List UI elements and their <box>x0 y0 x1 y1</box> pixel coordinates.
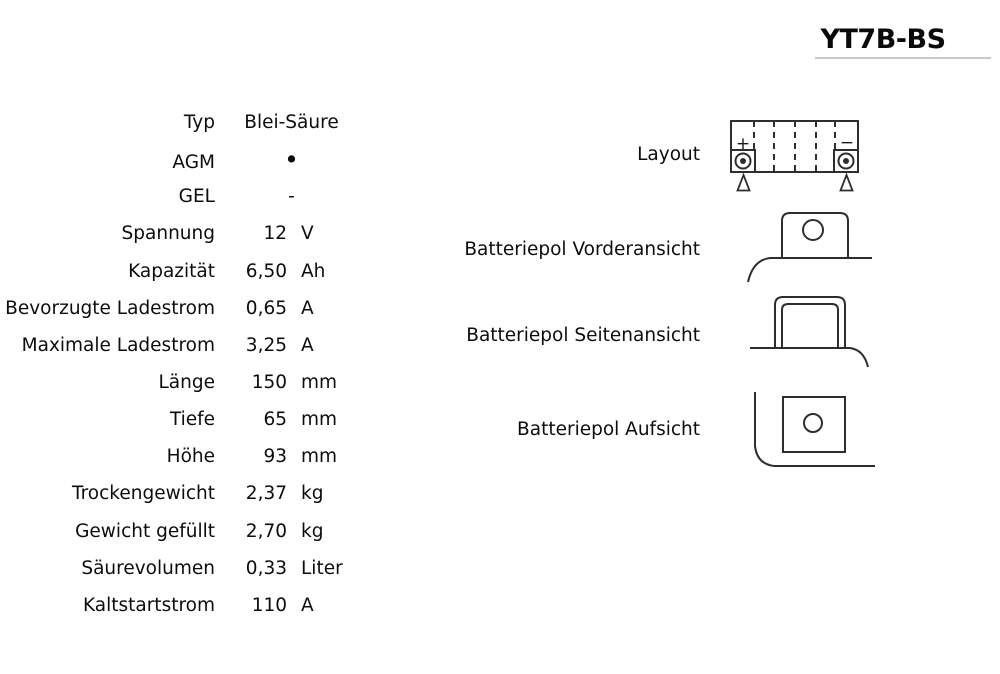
terminal-front-view-label: Batteriepol Vorderansicht <box>464 239 700 260</box>
spec-value: 0,33 <box>245 557 287 579</box>
spec-row-typ <box>0 104 420 141</box>
minus-terminal-dot <box>843 158 849 164</box>
plus-terminal-pointer-icon <box>738 175 750 191</box>
spec-value: 2,70 <box>245 520 287 542</box>
spec-unit: mm <box>301 446 338 468</box>
battery-surface-line <box>750 348 868 367</box>
spec-value: 6,50 <box>245 260 287 282</box>
spec-label: Säurevolumen <box>81 557 215 579</box>
spec-value: 3,25 <box>245 334 287 356</box>
spec-unit: Ah <box>301 260 326 282</box>
layout-label: Layout <box>637 144 700 165</box>
terminal-inner-outline <box>782 304 838 348</box>
spec-label: AGM <box>172 152 215 174</box>
spec-label: Länge <box>158 371 215 393</box>
battery-corner-line <box>755 392 875 466</box>
spec-value: 93 <box>263 446 287 468</box>
spec-row-tiefe <box>0 401 420 438</box>
spec-unit: mm <box>301 409 338 431</box>
spec-row-bevorzugte-ladestrom <box>0 290 420 327</box>
spec-label: Trockengewicht <box>72 483 215 505</box>
battery-layout-icon <box>728 117 864 195</box>
terminal-hole <box>804 414 822 432</box>
title-wrap <box>783 25 983 55</box>
spec-row-kapazit-t <box>0 253 420 290</box>
spec-label: Gewicht gefüllt <box>75 520 215 542</box>
spec-unit: mm <box>301 371 338 393</box>
minus-symbol: − <box>839 133 855 153</box>
spec-value: 0,65 <box>245 297 287 319</box>
terminal-block-outline <box>783 397 845 452</box>
spec-row-h-he <box>0 438 420 475</box>
spec-value: Blei-Säure <box>244 112 339 133</box>
spec-value: 2,37 <box>245 483 287 505</box>
terminal-side-view-label: Batteriepol Seitenansicht <box>466 325 700 346</box>
spec-row-s-urevolumen <box>0 550 420 587</box>
spec-value: • <box>284 145 299 175</box>
spec-row-trockengewicht <box>0 475 420 512</box>
spec-label: Typ <box>183 112 215 133</box>
spec-unit: A <box>301 334 314 356</box>
spec-row-gel <box>0 178 420 215</box>
title-underline <box>815 57 991 59</box>
page-title: YT7B-BS <box>820 24 946 55</box>
spec-unit: kg <box>301 520 324 542</box>
spec-label: Bevorzugte Ladestrom <box>5 297 215 319</box>
spec-value: - <box>288 186 295 208</box>
spec-label: GEL <box>178 186 215 208</box>
spec-value: 110 <box>251 594 287 616</box>
spec-unit: kg <box>301 483 324 505</box>
spec-unit: A <box>301 297 314 319</box>
spec-unit: A <box>301 594 314 616</box>
terminal-hole <box>803 220 823 240</box>
terminal-side-view-icon <box>745 293 885 373</box>
plus-terminal-dot <box>740 158 746 164</box>
minus-terminal-pointer-icon <box>841 175 853 191</box>
spec-value: 150 <box>251 371 287 393</box>
spec-row-maximale-ladestrom <box>0 327 420 364</box>
spec-unit: Liter <box>301 557 343 579</box>
terminal-front-view-icon <box>740 210 880 288</box>
terminal-top-view-label: Batteriepol Aufsicht <box>517 419 700 440</box>
spec-value: 65 <box>263 409 287 431</box>
spec-label: Spannung <box>121 223 215 245</box>
spec-row-kaltstartstrom <box>0 587 420 624</box>
spec-label: Tiefe <box>169 409 215 431</box>
spec-row-l-nge <box>0 364 420 401</box>
spec-label: Kaltstartstrom <box>82 594 215 616</box>
spec-table <box>0 104 420 624</box>
battery-surface-line <box>748 258 872 282</box>
spec-row-agm <box>0 141 420 178</box>
spec-row-gewicht-gef-llt <box>0 513 420 550</box>
spec-label: Höhe <box>166 446 215 468</box>
spec-label: Kapazität <box>128 260 215 282</box>
spec-unit: V <box>301 223 314 245</box>
spec-label: Maximale Ladestrom <box>21 334 215 356</box>
terminal-top-view-icon <box>750 388 890 473</box>
spec-value: 12 <box>263 223 287 245</box>
plus-symbol: + <box>735 134 751 154</box>
spec-row-spannung <box>0 215 420 252</box>
